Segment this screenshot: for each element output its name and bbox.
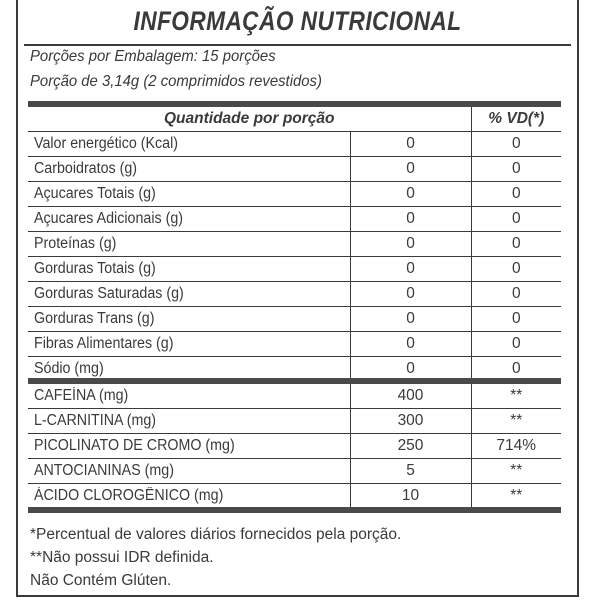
supplement-name: ÁCIDO CLOROGÊNICO (mg) <box>34 487 224 504</box>
footnote-no-idr: **Não possui IDR definida. <box>30 549 214 566</box>
quantity-header: Quantidade por porção <box>28 107 471 132</box>
nutrient-quantity: 0 <box>350 157 471 182</box>
nutrient-vd: 0 <box>471 232 561 257</box>
nutrient-name: Gorduras Totais (g) <box>34 260 156 277</box>
supplement-quantity: 5 <box>350 459 471 484</box>
nutrient-name: Gorduras Trans (g) <box>34 310 155 327</box>
table-row <box>28 384 561 409</box>
nutrient-name: Açucares Adicionais (g) <box>34 210 184 227</box>
nutrient-quantity: 0 <box>350 282 471 307</box>
footnote-daily-values: *Percentual de valores diários fornecidos pela porção. <box>30 526 402 543</box>
supplement-vd: ** <box>471 384 561 409</box>
footer-divider-bar <box>28 507 561 513</box>
nutrient-quantity: 0 <box>350 182 471 207</box>
supplement-name: L-CARNITINA (mg) <box>34 412 157 429</box>
supplement-vd: ** <box>471 484 561 509</box>
table-row <box>28 157 561 182</box>
nutrient-name: Açucares Totais (g) <box>34 185 156 202</box>
nutrient-quantity: 0 <box>350 132 471 157</box>
supplement-vd: ** <box>471 459 561 484</box>
table-row <box>28 484 561 509</box>
supplement-quantity: 10 <box>350 484 471 509</box>
table-row <box>28 434 561 459</box>
vd-header: % VD(*) <box>471 107 561 132</box>
table-row <box>28 332 561 357</box>
gluten-free-notice: Não Contém Glúten. <box>30 572 172 589</box>
supplement-name: CAFEÍNA (mg) <box>34 387 129 404</box>
nutrient-vd: 0 <box>471 332 561 357</box>
nutrient-vd: 0 <box>471 257 561 282</box>
servings-per-package: Porções por Embalagem: 15 porções <box>30 48 276 65</box>
supplement-name: PICOLINATO DE CROMO (mg) <box>34 437 235 454</box>
portion-size: Porção de 3,14g (2 comprimidos revestidos) <box>30 73 322 90</box>
nutrient-name: Fibras Alimentares (g) <box>34 335 174 352</box>
nutrient-vd: 0 <box>471 132 561 157</box>
table-row <box>28 182 561 207</box>
table-row <box>28 307 561 332</box>
nutrient-quantity: 0 <box>350 332 471 357</box>
nutrient-vd: 0 <box>471 182 561 207</box>
nutrient-quantity: 0 <box>350 207 471 232</box>
nutrient-quantity: 0 <box>350 257 471 282</box>
table-row <box>28 409 561 434</box>
nutrient-name: Valor energético (Kcal) <box>34 135 178 152</box>
nutrient-quantity: 0 <box>350 357 471 382</box>
table-row <box>28 257 561 282</box>
nutrient-vd: 0 <box>471 157 561 182</box>
nutrition-label <box>16 0 579 597</box>
nutrient-name: Carboidratos (g) <box>34 160 138 177</box>
nutrient-vd: 0 <box>471 357 561 382</box>
nutrient-quantity: 0 <box>350 232 471 257</box>
nutrient-name: Proteínas (g) <box>34 235 117 252</box>
table-row <box>28 207 561 232</box>
supplement-vd: 714% <box>471 434 561 459</box>
supplement-table <box>28 384 561 508</box>
nutrient-quantity: 0 <box>350 307 471 332</box>
nutrient-vd: 0 <box>471 282 561 307</box>
supplement-name: ANTOCIANINAS (mg) <box>34 462 174 479</box>
nutrient-name: Sódio (mg) <box>34 360 104 377</box>
nutrient-vd: 0 <box>471 307 561 332</box>
supplement-vd: ** <box>471 409 561 434</box>
supplement-quantity: 400 <box>350 384 471 409</box>
table-row <box>28 232 561 257</box>
table-header-row <box>28 107 561 132</box>
nutrient-table <box>28 107 561 381</box>
title-divider <box>24 44 571 46</box>
table-row <box>28 282 561 307</box>
supplement-quantity: 300 <box>350 409 471 434</box>
table-row <box>28 459 561 484</box>
nutrient-vd: 0 <box>471 207 561 232</box>
table-row <box>28 132 561 157</box>
nutrient-name: Gorduras Saturadas (g) <box>34 285 184 302</box>
supplement-quantity: 250 <box>350 434 471 459</box>
label-title: INFORMAÇÃO NUTRICIONAL <box>133 6 462 36</box>
